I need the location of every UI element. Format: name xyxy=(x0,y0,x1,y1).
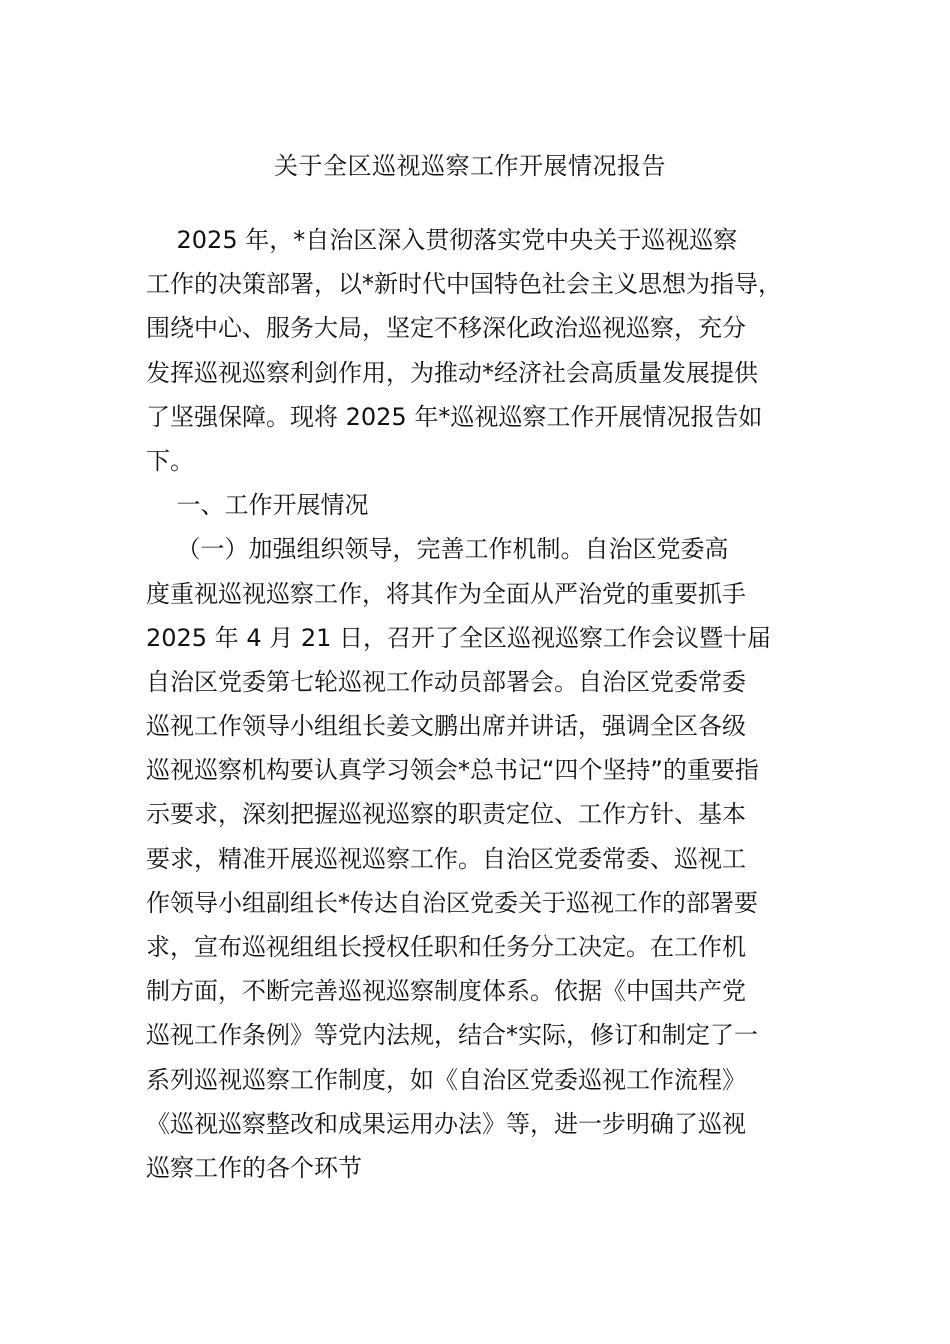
body-line: 巡视工作条例》等党内法规，结合*实际，修订和制定了一 xyxy=(146,1021,758,1050)
body-line: 示要求，深刻把握巡视巡察的职责定位、工作方针、基本 xyxy=(146,800,746,829)
body-line: 巡视巡察机构要认真学习领会*总书记“四个坚持”的重要指 xyxy=(146,756,759,785)
body-line: 系列巡视巡察工作制度，如《自治区党委巡视工作流程》 xyxy=(146,1065,746,1094)
body-line: 自治区党委第七轮巡视工作动员部署会。自治区党委常委 xyxy=(146,667,746,696)
body-line: 要求，精准开展巡视巡察工作。自治区党委常委、巡视工 xyxy=(146,844,746,873)
body-line: （一）加强组织领导，完善工作机制。自治区党委高 xyxy=(146,535,729,564)
body-line: 了坚强保障。现将 2025 年*巡视巡察工作开展情况报告如 xyxy=(146,402,763,431)
body-line: 2025 年 4 月 21 日，召开了全区巡视巡察工作会议暨十届 xyxy=(146,623,772,652)
body-line: 作领导小组副组长*传达自治区党委关于巡视工作的部署要 xyxy=(146,888,758,917)
document-body xyxy=(146,218,826,1190)
body-line: 2025 年，*自治区深入贯彻落实党中央关于巡视巡察 xyxy=(146,226,738,254)
body-line: 围绕中心、服务大局，坚定不移深化政治巡视巡察，充分 xyxy=(146,314,746,343)
body-line: 巡察工作的各个环节 xyxy=(146,1153,362,1182)
body-line: 发挥巡视巡察利剑作用，为推动*经济社会高质量发展提供 xyxy=(146,358,758,387)
section-heading: 一、工作开展情况 xyxy=(146,491,369,520)
body-line: 工作的决策部署，以*新时代中国特色社会主义思想为指导， xyxy=(146,270,782,299)
body-line: 《巡视巡察整改和成果运用办法》等，进一步明确了巡视 xyxy=(146,1109,746,1138)
body-line: 制方面，不断完善巡视巡察制度体系。依据《中国共产党 xyxy=(146,977,746,1006)
document-title: 关于全区巡视巡察工作开展情况报告 xyxy=(274,152,666,180)
body-line: 下。 xyxy=(146,446,194,475)
body-line: 求，宣布巡视组组长授权任职和任务分工决定。在工作机 xyxy=(146,933,746,961)
body-line: 巡视工作领导小组组长姜文鹏出席并讲话，强调全区各级 xyxy=(146,712,746,741)
body-line: 度重视巡视巡察工作，将其作为全面从严治党的重要抓手 xyxy=(146,579,746,608)
